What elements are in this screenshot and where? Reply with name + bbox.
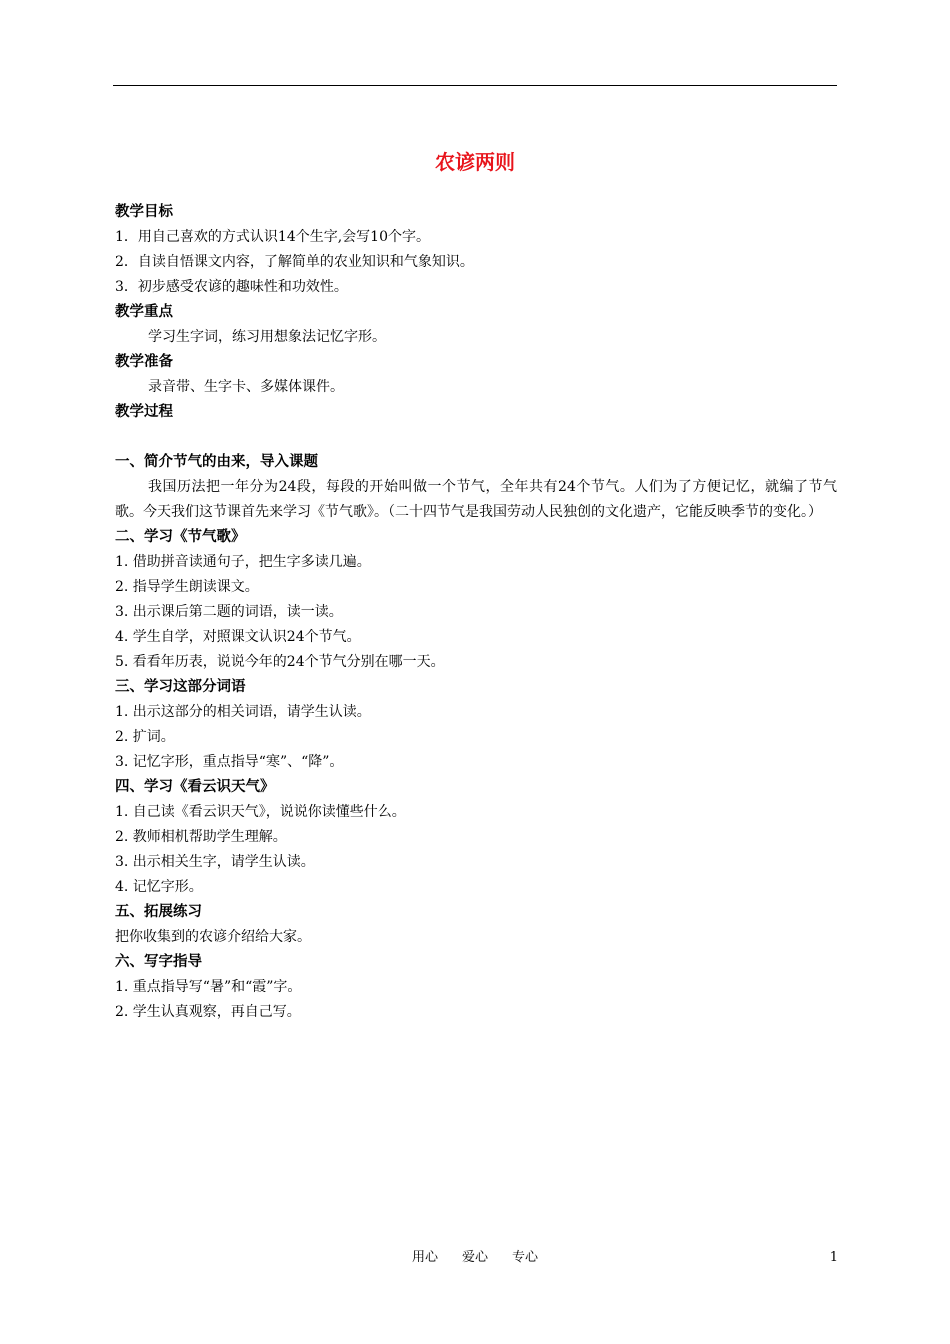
objective-item: 2．自读自悟课文内容，了解简单的农业知识和气象知识。 <box>115 254 474 270</box>
section2-item: 4. 学生自学，对照课文认识24个节气。 <box>115 629 361 645</box>
section6-item: 1. 重点指导写“暑”和“霞”字。 <box>115 979 302 995</box>
section1-heading: 一、简介节气的由来，导入课题 <box>115 454 318 470</box>
focus-heading: 教学重点 <box>115 304 173 320</box>
prep-text: 录音带、生字卡、多媒体课件。 <box>148 379 344 395</box>
footer-word: 用心 <box>411 1250 438 1265</box>
footer-word: 爱心 <box>461 1250 488 1265</box>
section4-item: 2. 教师相机帮助学生理解。 <box>115 829 287 845</box>
document-body <box>115 200 837 1025</box>
prep-heading: 教学准备 <box>115 354 173 370</box>
section3-heading: 三、学习这部分词语 <box>115 679 246 695</box>
page-footer <box>0 1250 950 1266</box>
footer-word: 专心 <box>512 1250 539 1265</box>
objectives-heading: 教学目标 <box>115 204 173 220</box>
section2-heading: 二、学习《节气歌》 <box>115 529 246 545</box>
section5-heading: 五、拓展练习 <box>115 904 202 920</box>
section4-item: 4. 记忆字形。 <box>115 879 203 895</box>
section3-item: 2. 扩词。 <box>115 729 175 745</box>
section2-item: 3. 出示课后第二题的词语，读一读。 <box>115 604 343 620</box>
spacer <box>115 425 837 450</box>
section3-item: 1. 出示这部分的相关词语，请学生认读。 <box>115 704 371 720</box>
section2-item: 2. 指导学生朗读课文。 <box>115 579 259 595</box>
section3-item: 3. 记忆字形，重点指导“寒”、“降”。 <box>115 754 344 770</box>
section2-item: 1. 借助拼音读通句子，把生字多读几遍。 <box>115 554 371 570</box>
objective-item: 3．初步感受农谚的趣味性和功效性。 <box>115 279 348 295</box>
section5-text: 把你收集到的农谚介绍给大家。 <box>115 929 311 945</box>
section6-heading: 六、写字指导 <box>115 954 202 970</box>
process-heading: 教学过程 <box>115 404 173 420</box>
document-title: 农谚两则 <box>435 150 515 174</box>
section6-item: 2. 学生认真观察，再自己写。 <box>115 1004 301 1020</box>
section2-item: 5. 看看年历表，说说今年的24个节气分别在哪一天。 <box>115 654 445 670</box>
section1-paragraph: 我国历法把一年分为24段，每段的开始叫做一个节气，全年共有24个节气。人们为了方便记忆，就编了节气歌。今天我们这节课首先来学习《节气歌》。（二十四节气是我国劳动人民独创的文化遗产，它能反映季节的变化。） <box>115 479 837 520</box>
section4-item: 1. 自己读《看云识天气》，说说你读懂些什么。 <box>115 804 406 820</box>
section4-heading: 四、学习《看云识天气》 <box>115 779 275 795</box>
page-number: 1 <box>829 1250 838 1265</box>
section4-item: 3. 出示相关生字，请学生认读。 <box>115 854 315 870</box>
focus-text: 学习生字词，练习用想象法记忆字形。 <box>148 329 386 345</box>
objective-item: 1．用自己喜欢的方式认识14个生字,会写10个字。 <box>115 229 430 245</box>
header-rule <box>113 85 837 86</box>
